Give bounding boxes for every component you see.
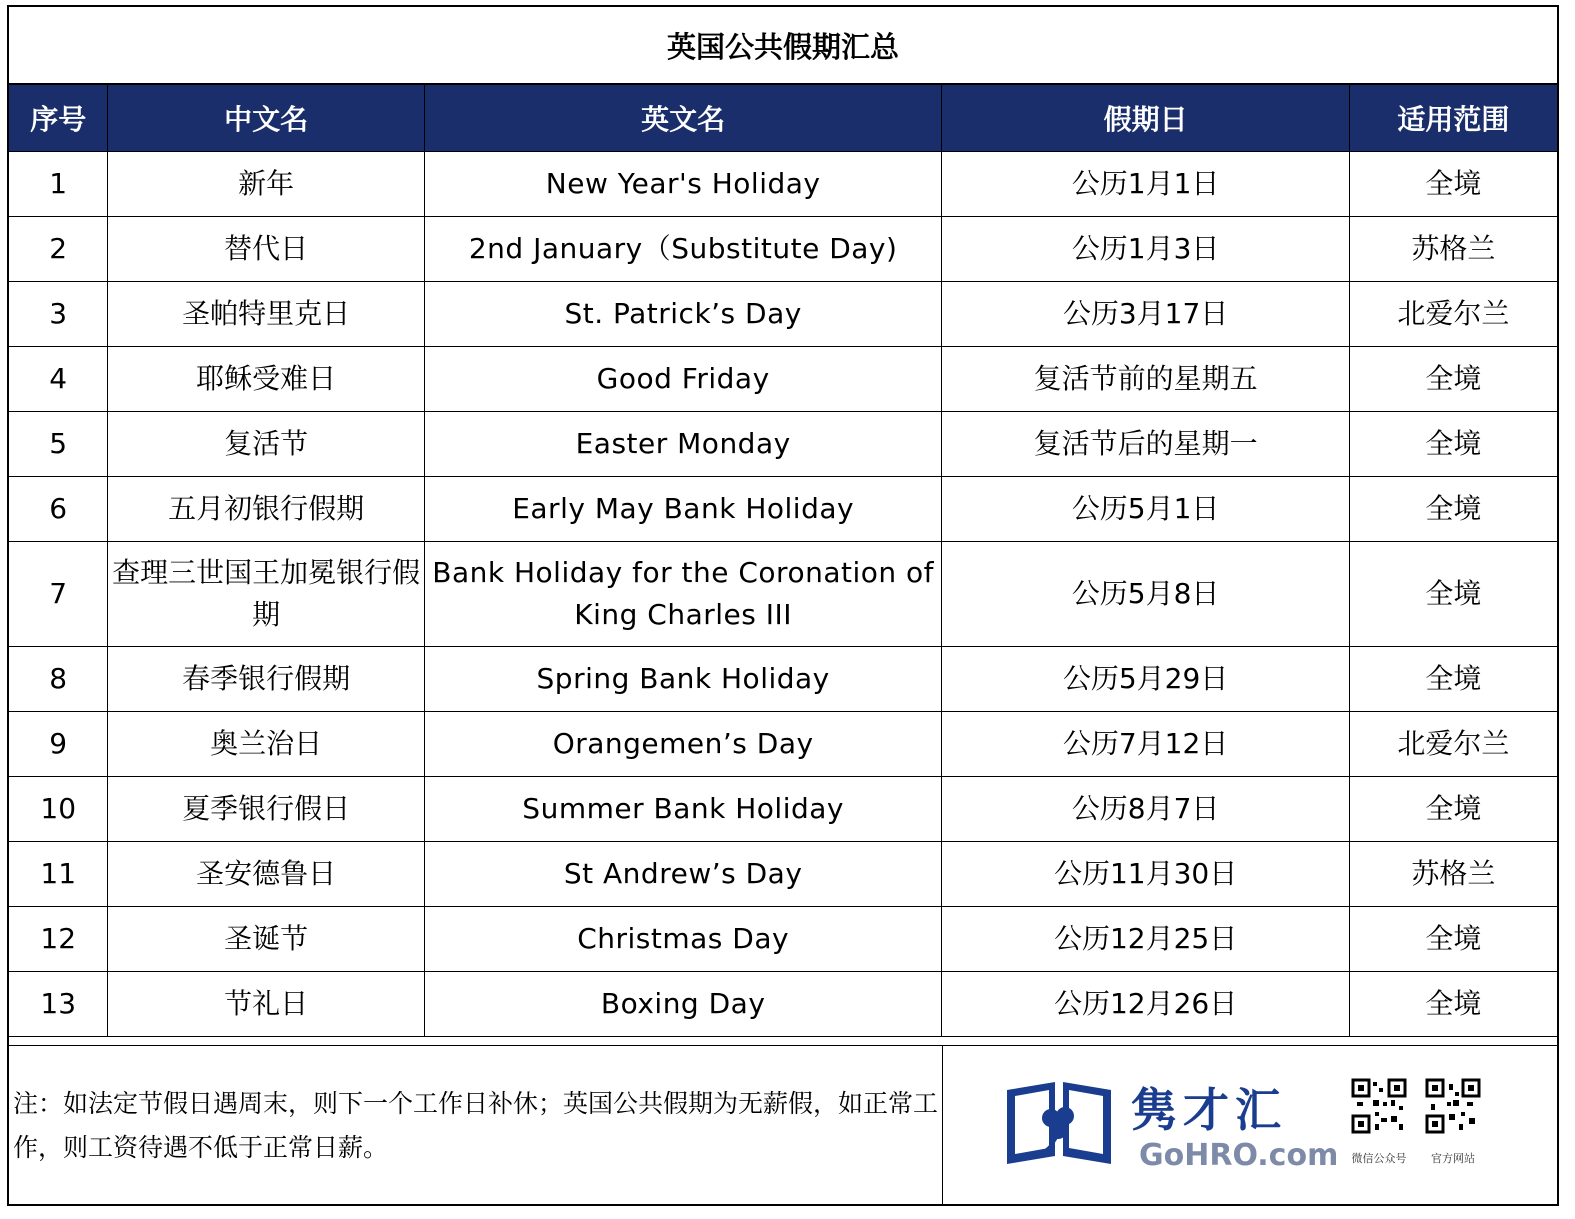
cell-no: 7 <box>9 542 108 647</box>
brand-block <box>943 1046 1557 1206</box>
cell-scope: 全境 <box>1349 777 1557 842</box>
table-row <box>9 777 1557 842</box>
cell-scope: 全境 <box>1349 647 1557 712</box>
cell-date: 公历7月12日 <box>942 712 1349 777</box>
cell-en: Summer Bank Holiday <box>424 777 941 842</box>
cell-scope: 北爱尔兰 <box>1349 282 1557 347</box>
table-row <box>9 477 1557 542</box>
cell-scope: 全境 <box>1349 347 1557 412</box>
table-row <box>9 972 1557 1037</box>
table-header-row <box>9 85 1557 152</box>
cell-no: 3 <box>9 282 108 347</box>
cell-zh: 复活节 <box>108 412 425 477</box>
qr-label-wechat: 微信公众号 <box>1351 1152 1407 1165</box>
cell-zh: 圣帕特里克日 <box>108 282 425 347</box>
cell-en: Boxing Day <box>424 972 941 1037</box>
holiday-table <box>9 85 1557 1037</box>
cell-no: 2 <box>9 217 108 282</box>
cell-date: 公历1月3日 <box>942 217 1349 282</box>
cell-no: 6 <box>9 477 108 542</box>
cell-en: Orangemen’s Day <box>424 712 941 777</box>
brand-name-cn: 隽才汇 <box>1131 1083 1287 1137</box>
cell-en: St Andrew’s Day <box>424 842 941 907</box>
column-header-date: 假期日 <box>942 85 1349 152</box>
footer <box>9 1045 1557 1206</box>
table-row <box>9 842 1557 907</box>
cell-no: 9 <box>9 712 108 777</box>
qr-code-wechat-icon <box>1351 1078 1407 1134</box>
cell-en: Easter Monday <box>424 412 941 477</box>
cell-no: 8 <box>9 647 108 712</box>
cell-scope: 全境 <box>1349 412 1557 477</box>
cell-date: 公历3月17日 <box>942 282 1349 347</box>
cell-zh: 圣安德鲁日 <box>108 842 425 907</box>
cell-scope: 全境 <box>1349 477 1557 542</box>
table-row <box>9 152 1557 217</box>
column-header-en: 英文名 <box>424 85 941 152</box>
table-row <box>9 412 1557 477</box>
cell-date: 公历12月25日 <box>942 907 1349 972</box>
cell-zh: 春季银行假期 <box>108 647 425 712</box>
cell-date: 公历12月26日 <box>942 972 1349 1037</box>
cell-en: Christmas Day <box>424 907 941 972</box>
cell-en: New Year's Holiday <box>424 152 941 217</box>
column-header-scope: 适用范围 <box>1349 85 1557 152</box>
cell-zh: 节礼日 <box>108 972 425 1037</box>
cell-date: 公历8月7日 <box>942 777 1349 842</box>
table-row <box>9 647 1557 712</box>
cell-scope: 全境 <box>1349 542 1557 647</box>
cell-en: Bank Holiday for the Coronation of King Charles III <box>424 542 941 647</box>
table-row <box>9 712 1557 777</box>
cell-date: 复活节前的星期五 <box>942 347 1349 412</box>
cell-date: 公历5月1日 <box>942 477 1349 542</box>
page-title: 英国公共假期汇总 <box>9 7 1557 85</box>
cell-date: 公历1月1日 <box>942 152 1349 217</box>
cell-zh: 夏季银行假日 <box>108 777 425 842</box>
cell-en: St. Patrick’s Day <box>424 282 941 347</box>
cell-scope: 全境 <box>1349 152 1557 217</box>
cell-no: 1 <box>9 152 108 217</box>
cell-date: 公历5月29日 <box>942 647 1349 712</box>
cell-date: 公历11月30日 <box>942 842 1349 907</box>
cell-en: Spring Bank Holiday <box>424 647 941 712</box>
cell-zh: 查理三世国王加冕银行假期 <box>108 542 425 647</box>
table-row <box>9 217 1557 282</box>
holiday-summary-sheet <box>7 5 1559 1206</box>
cell-en: Good Friday <box>424 347 941 412</box>
table-row <box>9 542 1557 647</box>
cell-no: 10 <box>9 777 108 842</box>
table-row <box>9 907 1557 972</box>
cell-date: 公历5月8日 <box>942 542 1349 647</box>
footnote: 注：如法定节假日遇周末，则下一个工作日补休；英国公共假期为无薪假，如正常工作，则工资待遇不低于正常日薪。 <box>9 1046 943 1206</box>
cell-en: 2nd January（Substitute Day) <box>424 217 941 282</box>
cell-zh: 奥兰治日 <box>108 712 425 777</box>
cell-no: 5 <box>9 412 108 477</box>
cell-zh: 耶稣受难日 <box>108 347 425 412</box>
column-header-zh: 中文名 <box>108 85 425 152</box>
column-header-no: 序号 <box>9 85 108 152</box>
cell-no: 4 <box>9 347 108 412</box>
cell-scope: 全境 <box>1349 907 1557 972</box>
cell-scope: 全境 <box>1349 972 1557 1037</box>
cell-scope: 苏格兰 <box>1349 217 1557 282</box>
book-logo-icon <box>1003 1076 1115 1170</box>
cell-no: 13 <box>9 972 108 1037</box>
cell-scope: 苏格兰 <box>1349 842 1557 907</box>
cell-zh: 替代日 <box>108 217 425 282</box>
cell-scope: 北爱尔兰 <box>1349 712 1557 777</box>
cell-date: 复活节后的星期一 <box>942 412 1349 477</box>
cell-zh: 五月初银行假期 <box>108 477 425 542</box>
cell-zh: 圣诞节 <box>108 907 425 972</box>
brand-name-en: GoHRO.com <box>1139 1138 1339 1173</box>
qr-label-website: 官方网站 <box>1431 1152 1475 1165</box>
qr-code-website-icon <box>1425 1078 1481 1134</box>
cell-no: 11 <box>9 842 108 907</box>
cell-en: Early May Bank Holiday <box>424 477 941 542</box>
table-row <box>9 282 1557 347</box>
cell-no: 12 <box>9 907 108 972</box>
cell-zh: 新年 <box>108 152 425 217</box>
table-row <box>9 347 1557 412</box>
